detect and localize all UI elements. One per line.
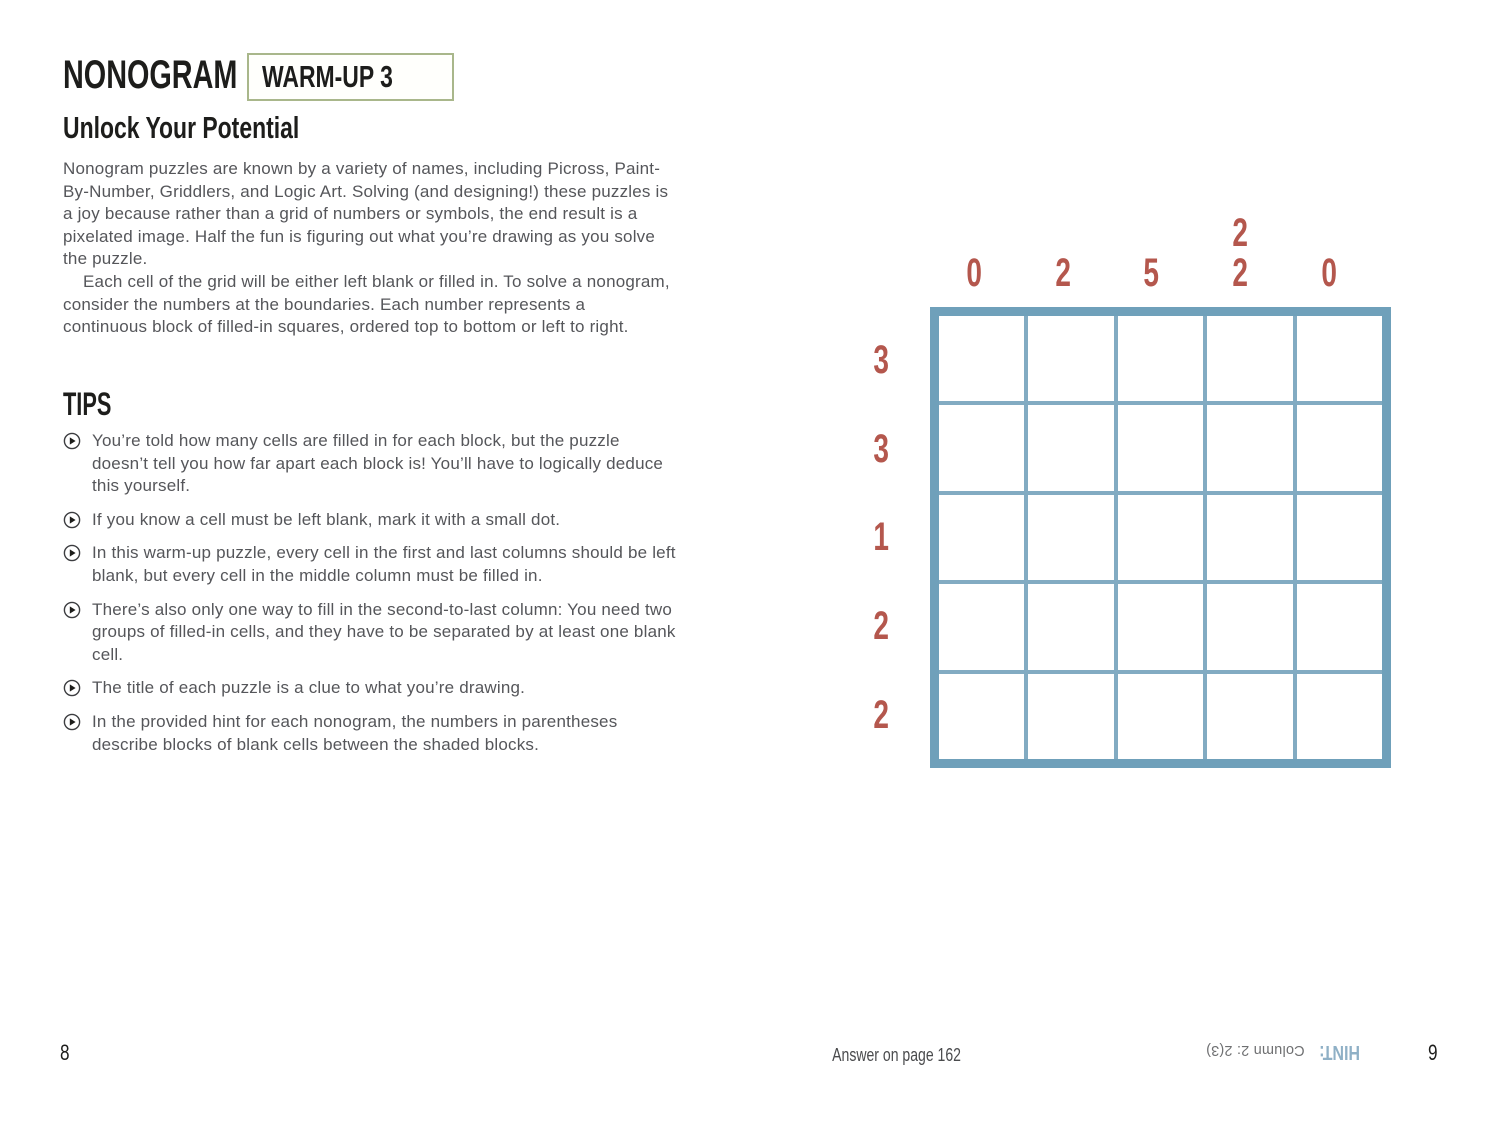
row-clue-group [821,493,930,582]
clue-number: 1 [873,515,889,560]
warmup-badge-label: WARM-UP 3 [262,59,393,94]
hint-upside-down [1205,1040,1360,1063]
grid-cell[interactable] [1028,674,1113,759]
answer-note-text: Answer on page 162 [832,1045,962,1065]
intro-paragraph-1: Nonogram puzzles are known by a variety of names, including Picross, Paint-By-Number, Griddlers, and Logic Art. Solving (and designing!) these puzzles is a joy because rather than a grid of numbers or symbols, the end result is a pixelated image. Half the fun is figuring out what you’re drawing as you solve the puzzle. [63,159,669,269]
grid-cell[interactable] [1297,674,1382,759]
right-page-number-text: 9 [1428,1040,1438,1065]
grid-cell[interactable] [1207,674,1292,759]
tip-item [63,711,678,756]
tip-text: In this warm-up puzzle, every cell in the first and last columns should be left blank, but every cell in the middle column must be filled in. [92,543,676,585]
left-page-number [60,1040,72,1066]
circle-play-icon [63,713,81,731]
tip-text: In the provided hint for each nonogram, the numbers in parentheses describe blocks of blank cells between the shaded blocks. [92,711,618,754]
grid-cell[interactable] [1028,316,1113,401]
tip-text: If you know a cell must be left blank, mark it with a small dot. [92,509,561,529]
grid-cell[interactable] [1297,584,1382,669]
tips-list [63,430,678,767]
row-clue-group [821,670,930,759]
intro-paragraphs [63,158,671,339]
tips-heading-text: TIPS [63,386,112,422]
grid-cell[interactable] [1207,316,1292,401]
column-clue-group [930,193,1019,307]
answer-note [747,1045,1047,1066]
clue-number: 2 [1232,211,1248,255]
grid-cell[interactable] [939,495,1024,580]
hint-text: Column 2: 2(3) [1205,1042,1309,1058]
grid-cell[interactable] [939,316,1024,401]
grid-cell[interactable] [1118,495,1203,580]
left-page-number-text: 8 [60,1040,70,1065]
grid-cell[interactable] [939,674,1024,759]
column-clues [930,193,1373,307]
clue-number: 2 [1232,251,1248,295]
clue-number: 0 [1320,251,1337,295]
hint-label: HINT: [1319,1041,1360,1063]
tip-item [63,677,678,700]
grid-cell[interactable] [1118,405,1203,490]
grid-cell[interactable] [1207,405,1292,490]
puzzle-type-title: NONOGRAM [63,52,238,97]
nonogram-puzzle [821,193,1391,768]
grid-cell[interactable] [1028,495,1113,580]
tip-item [63,509,678,532]
clue-number: 2 [873,604,889,649]
clue-number: 5 [1143,251,1160,295]
column-clue-group [1019,193,1108,307]
puzzle-subtitle [63,110,382,146]
tip-item [63,599,678,667]
grid-cell[interactable] [1207,495,1292,580]
intro-paragraph-2: Each cell of the grid will be either left blank or filled in. To solve a nonogram, consider the numbers at the boundaries. Each number represents a continuous block of filled-in squares, ordered top to bottom or left to right. [63,271,670,337]
grid-cell[interactable] [1028,584,1113,669]
tip-text: The title of each puzzle is a clue to what you’re drawing. [92,678,526,698]
tips-heading [63,386,134,423]
tip-item [63,430,678,498]
nonogram-grid [930,307,1391,768]
tip-text: There’s also only one way to fill in the second-to-last column: You need two groups of filled-in cells, and they have to be separated by at least one blank cell. [92,599,676,664]
grid-cell[interactable] [1118,584,1203,669]
grid-cell[interactable] [1118,674,1203,759]
grid-cell[interactable] [1207,584,1292,669]
tip-text: You’re told how many cells are filled in for each block, but the puzzle doesn’t tell you how far apart each block is! You’ll have to logically deduce this yourself. [92,431,664,496]
row-clue-group [821,316,930,405]
clue-number: 2 [873,692,889,737]
circle-play-icon [63,432,81,450]
clue-number: 3 [873,426,889,471]
right-page-number [1428,1040,1440,1066]
warmup-badge [247,53,454,101]
column-clue-group [1196,193,1285,307]
row-clues [821,316,930,759]
circle-play-icon [63,601,81,619]
circle-play-icon [63,679,81,697]
tip-item [63,542,678,587]
grid-cell[interactable] [1118,316,1203,401]
column-clue-group [1107,193,1196,307]
grid-cell[interactable] [1297,495,1382,580]
circle-play-icon [63,544,81,562]
grid-cell[interactable] [939,405,1024,490]
clue-number: 2 [1055,251,1071,295]
row-clue-group [821,582,930,671]
grid-cell[interactable] [1297,316,1382,401]
puzzle-subtitle-text: Unlock Your Potential [63,110,300,145]
row-clue-group [821,405,930,494]
grid-cell[interactable] [939,584,1024,669]
clue-number: 0 [966,251,983,295]
grid-cell[interactable] [1028,405,1113,490]
circle-play-icon [63,511,81,529]
column-clue-group [1284,193,1373,307]
grid-cell[interactable] [1297,405,1382,490]
clue-number: 3 [873,338,889,383]
